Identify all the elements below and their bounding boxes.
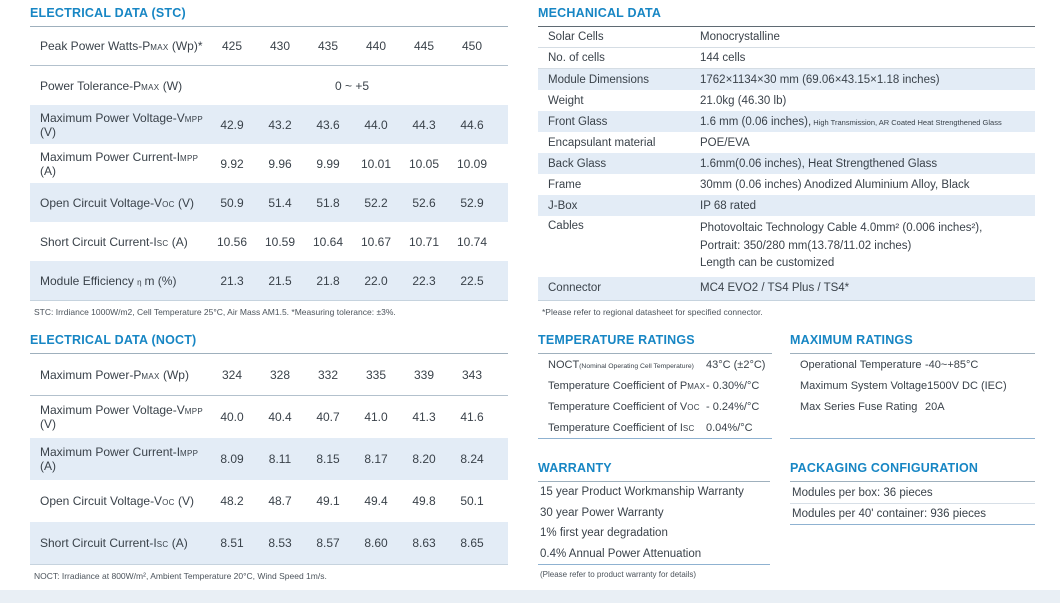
table-row xyxy=(538,375,772,396)
row-value: 49.8 xyxy=(412,494,436,508)
section-title-maximum: MAXIMUM RATINGS xyxy=(790,333,1035,354)
table-row xyxy=(538,90,1035,111)
row-label: Temperature Coefficient of VOC xyxy=(548,400,700,413)
row-value: 8.65 xyxy=(460,536,484,550)
packaging-configuration-section xyxy=(790,461,1035,525)
row-value: 48.7 xyxy=(268,494,292,508)
row-value: 21.5 xyxy=(268,273,292,288)
row-value: 10.74 xyxy=(456,234,488,249)
row-value: 43.6 xyxy=(316,117,340,132)
table-row xyxy=(538,111,1035,132)
table-row xyxy=(30,105,508,144)
mechanical-table xyxy=(538,27,1035,301)
table-row xyxy=(538,27,1035,48)
row-value: MC4 EVO2 / TS4 Plus / TS4* xyxy=(700,282,850,294)
row-label: Module Dimensions xyxy=(548,73,649,86)
row-value: 10.64 xyxy=(312,234,344,249)
row-label: J-Box xyxy=(548,199,578,212)
table-row xyxy=(538,216,1035,277)
row-label: Back Glass xyxy=(548,157,607,170)
row-label: Frame xyxy=(548,178,582,191)
row-value: 10.05 xyxy=(408,156,440,171)
table-row xyxy=(790,396,1035,417)
row-label: Temperature Coefficient of ISC xyxy=(548,421,695,434)
row-label: Encapsulant material xyxy=(548,136,656,149)
row-value: 1500V DC (IEC) xyxy=(927,379,1007,392)
row-label: Maximum Power Current-IMPP (A) xyxy=(40,445,199,473)
section-title-temperature: TEMPERATURE RATINGS xyxy=(538,333,772,354)
row-value: 8.15 xyxy=(316,452,340,466)
table-row xyxy=(538,396,772,417)
row-label: Cables xyxy=(548,220,584,232)
row-value: 8.57 xyxy=(316,536,340,550)
row-value: 10.59 xyxy=(264,234,296,249)
row-value: 52.9 xyxy=(460,195,484,210)
spacer xyxy=(790,417,1035,438)
list-item: Modules per 40' container: 936 pieces xyxy=(790,503,1035,524)
stc-table xyxy=(30,27,508,301)
row-value: IP 68 rated xyxy=(700,199,757,212)
row-value: 8.51 xyxy=(220,536,244,550)
maximum-ratings-section xyxy=(790,333,1035,439)
section-title-electrical-noct: ELECTRICAL DATA (NOCT) xyxy=(30,333,508,354)
row-value: - 0.24%/°C xyxy=(706,400,760,413)
row-label: Weight xyxy=(548,94,584,107)
electrical-stc-section xyxy=(30,6,508,317)
row-value: 44.3 xyxy=(412,117,436,132)
row-label: Maximum Power Voltage-VMPP (V) xyxy=(40,110,203,139)
electrical-noct-section xyxy=(30,333,508,581)
row-value: 9.92 xyxy=(220,156,244,171)
packaging-list xyxy=(790,482,1035,525)
row-value: 0.04%/°C xyxy=(706,421,753,434)
table-row xyxy=(538,417,772,438)
table-row xyxy=(30,480,508,522)
row-label: Power Tolerance-PMAX (W) xyxy=(40,78,183,93)
row-value: 430 xyxy=(269,39,291,53)
row-label: NOCT(Nominal Operating Cell Temperature) xyxy=(548,358,694,371)
row-value: Monocrystalline xyxy=(700,31,780,43)
row-value: -40~+85°C xyxy=(925,358,979,371)
row-value: 445 xyxy=(413,39,435,53)
row-value: 52.6 xyxy=(412,195,436,210)
row-value: 450 xyxy=(461,39,483,53)
section-title-warranty: WARRANTY xyxy=(538,461,770,482)
row-value: 40.0 xyxy=(220,410,244,424)
row-value: 41.3 xyxy=(412,410,436,424)
row-value: 50.1 xyxy=(460,494,484,508)
row-label: Open Circuit Voltage-VOC (V) xyxy=(40,494,195,508)
footer-bar xyxy=(0,590,1060,603)
row-label: Maximum Power-PMAX (Wp) xyxy=(40,367,189,382)
row-value: 343 xyxy=(461,367,483,382)
table-row xyxy=(30,396,508,438)
list-item: 1% first year degradation xyxy=(540,527,668,540)
row-value: 440 xyxy=(365,39,387,53)
row-value: 43.2 xyxy=(268,117,292,132)
row-value: 40.4 xyxy=(268,410,292,424)
row-label: Short Circuit Current-ISC (A) xyxy=(40,234,188,249)
warranty-section xyxy=(538,461,770,579)
row-value: 50.9 xyxy=(220,195,244,210)
row-value: 10.56 xyxy=(216,234,248,249)
row-value: 332 xyxy=(317,367,339,382)
row-value: 10.67 xyxy=(360,234,392,249)
row-label: Maximum System Voltage xyxy=(800,379,928,392)
warranty-note: (Please refer to product warranty for details) xyxy=(540,570,697,579)
row-label: Short Circuit Current-ISC (A) xyxy=(40,536,188,550)
row-value: 10.01 xyxy=(360,156,392,171)
row-value: 425 xyxy=(221,39,243,53)
row-value: 0 ~ +5 xyxy=(334,78,370,93)
row-label: Peak Power Watts-PMAX (Wp)* xyxy=(40,39,203,53)
list-item: 0.4% Annual Power Attenuation xyxy=(540,547,702,560)
maximum-table xyxy=(790,354,1035,439)
stc-footnote: STC: Irrdiance 1000W/m2, Cell Temperature 25°C, Air Mass AM1.5. *Measuring tolerance: ±3%. xyxy=(34,307,396,317)
row-label: Operational Temperature xyxy=(800,358,922,371)
list-item: 15 year Product Workmanship Warranty xyxy=(540,486,744,499)
table-row xyxy=(790,354,1035,375)
row-value: 8.11 xyxy=(268,452,292,466)
table-row xyxy=(538,153,1035,174)
table-row xyxy=(30,222,508,261)
row-label: Max Series Fuse Rating xyxy=(800,400,918,413)
temperature-table xyxy=(538,354,772,439)
row-value: 1762×1134×30 mm (69.06×43.15×1.18 inches) xyxy=(700,73,940,86)
row-value: 21.3 xyxy=(220,273,244,288)
noct-table xyxy=(30,354,508,565)
row-value: 41.6 xyxy=(460,410,484,424)
row-value: 8.63 xyxy=(412,536,436,550)
row-label: Module Efficiency η m (%) xyxy=(40,273,177,288)
row-value: 22.0 xyxy=(364,273,388,288)
row-value: 44.0 xyxy=(364,117,388,132)
row-value: 52.2 xyxy=(364,195,388,210)
row-value: 44.6 xyxy=(460,117,484,132)
row-value: 42.9 xyxy=(220,117,244,132)
row-value: 8.24 xyxy=(460,452,484,466)
row-value: 22.3 xyxy=(412,273,436,288)
table-row xyxy=(538,132,1035,153)
row-value: 339 xyxy=(413,367,435,382)
row-label: Maximum Power Current-IMPP (A) xyxy=(40,149,199,178)
row-value: 8.09 xyxy=(220,452,244,466)
row-value: - 0.30%/°C xyxy=(706,379,760,392)
row-label: Temperature Coefficient of PMAX xyxy=(548,379,706,392)
noct-footnote: NOCT: Irradiance at 800W/m², Ambient Temperature 20°C, Wind Speed 1m/s. xyxy=(34,571,327,581)
row-value: 8.20 xyxy=(412,452,436,466)
table-row xyxy=(790,375,1035,396)
row-label: No. of cells xyxy=(548,52,605,64)
row-value: 30mm (0.06 inches) Anodized Aluminium Alloy, Black xyxy=(700,178,970,191)
warranty-list xyxy=(538,482,770,565)
row-value: 324 xyxy=(221,367,243,382)
row-value: 10.71 xyxy=(408,234,440,249)
table-row xyxy=(538,354,772,375)
section-title-packaging: PACKAGING CONFIGURATION xyxy=(790,461,1035,482)
row-value: 8.60 xyxy=(364,536,388,550)
row-value: 21.0kg (46.30 lb) xyxy=(700,94,787,107)
row-value: 335 xyxy=(365,367,387,382)
row-label: Open Circuit Voltage-VOC (V) xyxy=(40,195,195,210)
row-value: 20A xyxy=(925,400,945,413)
row-value: 328 xyxy=(269,367,291,382)
mechanical-footnote: *Please refer to regional datasheet for specified connector. xyxy=(542,306,763,317)
row-value: Photovoltaic Technology Cable 4.0mm² (0.006 inches²), Portrait: 350/280 mm(13.78/11.02 inches) Length can be customized xyxy=(700,222,983,269)
table-row xyxy=(538,174,1035,195)
table-row xyxy=(30,522,508,564)
table-row xyxy=(30,438,508,480)
table-row xyxy=(30,144,508,183)
table-row xyxy=(30,183,508,222)
list-item: Modules per box: 36 pieces xyxy=(792,486,933,499)
mechanical-data-section xyxy=(538,6,1035,317)
row-value: 48.2 xyxy=(220,494,244,508)
row-value: 9.96 xyxy=(268,156,292,171)
row-value: 435 xyxy=(317,39,339,53)
row-value: 1.6 mm (0.06 inches), High Transmission, AR Coated Heat Strengthened Glass xyxy=(700,115,1002,128)
row-value: 40.7 xyxy=(316,410,340,424)
section-title-mechanical: MECHANICAL DATA xyxy=(538,6,1035,27)
row-value: 49.1 xyxy=(316,494,340,508)
table-row xyxy=(538,195,1035,216)
table-row xyxy=(538,277,1035,300)
table-row xyxy=(538,69,1035,90)
table-row xyxy=(538,48,1035,69)
temperature-ratings-section xyxy=(538,333,772,439)
section-title-electrical-stc: ELECTRICAL DATA (STC) xyxy=(30,6,508,27)
row-value: 51.4 xyxy=(268,195,292,210)
table-row xyxy=(30,66,508,105)
row-value: 8.17 xyxy=(364,452,388,466)
row-label: Solar Cells xyxy=(548,31,604,43)
row-value: 41.0 xyxy=(364,410,388,424)
list-item: 30 year Power Warranty xyxy=(540,506,664,519)
row-value: 51.8 xyxy=(316,195,340,210)
row-value: 9.99 xyxy=(316,156,340,171)
row-value: 10.09 xyxy=(456,156,488,171)
row-label: Connector xyxy=(548,282,602,294)
row-value: 8.53 xyxy=(268,536,292,550)
table-row xyxy=(30,354,508,396)
row-label: Front Glass xyxy=(548,115,608,128)
row-value: 21.8 xyxy=(316,273,340,288)
row-value: 43°C (±2°C) xyxy=(706,358,766,371)
row-value: 22.5 xyxy=(460,273,484,288)
row-value: 49.4 xyxy=(364,494,388,508)
row-value: POE/EVA xyxy=(700,136,750,149)
table-row xyxy=(30,261,508,300)
row-label: Maximum Power Voltage-VMPP (V) xyxy=(40,403,203,431)
table-row xyxy=(30,27,508,66)
row-value: 144 cells xyxy=(700,52,746,64)
row-value: 1.6mm(0.06 inches), Heat Strengthened Glass xyxy=(700,157,938,170)
